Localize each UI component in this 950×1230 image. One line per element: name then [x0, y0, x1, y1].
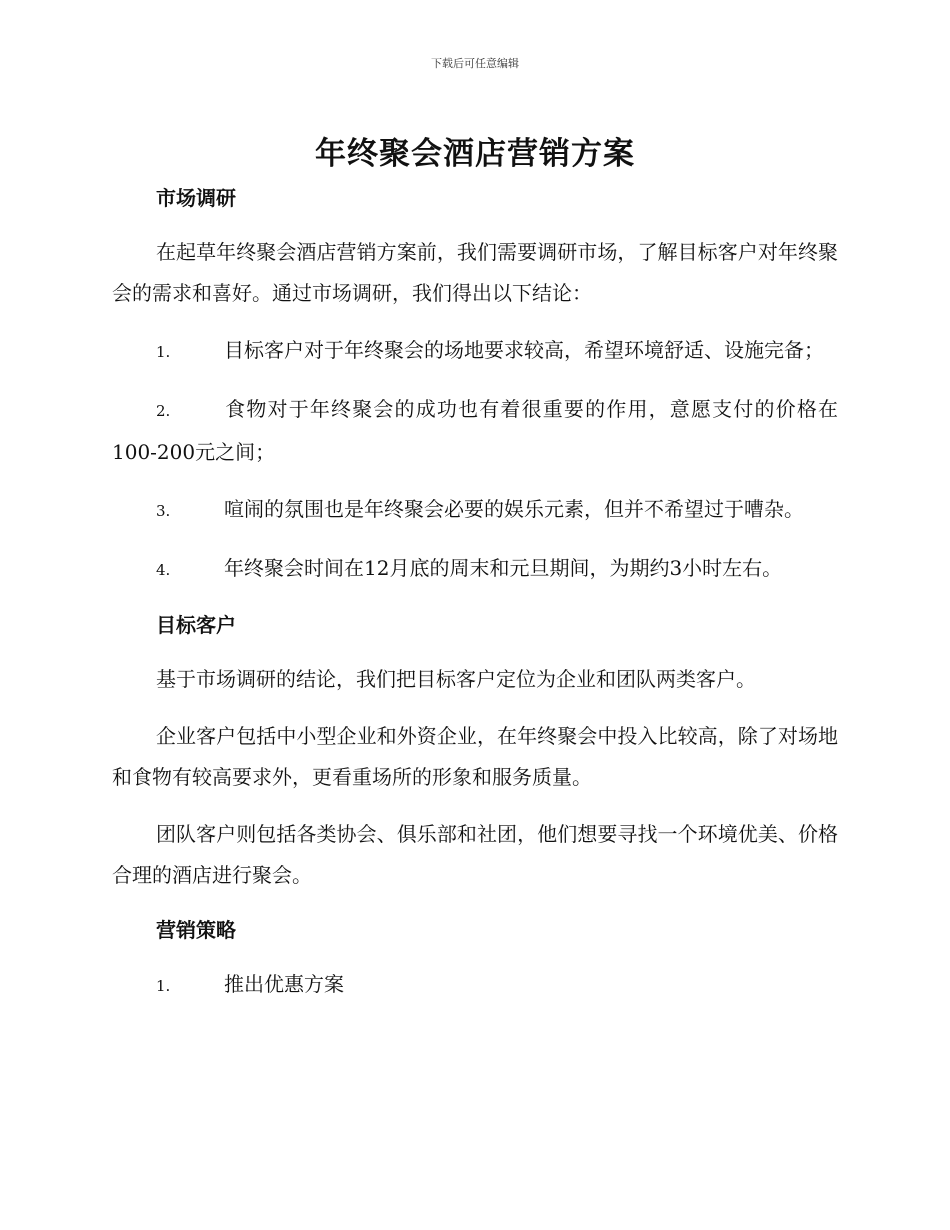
list-item-text: 年终聚会时间在12月底的周末和元旦期间，为期约3小时左右。 [224, 556, 783, 580]
list-item [112, 548, 838, 591]
section-heading-market: 市场调研 [156, 186, 236, 210]
list-item-number: 1. [156, 343, 171, 361]
section-heading-strategy: 营销策略 [156, 918, 236, 942]
list-item-text: 喧闹的氛围也是年终聚会必要的娱乐元素，但并不希望过于嘈杂。 [224, 497, 804, 521]
list-item-number: 4. [156, 561, 171, 579]
list-item-number: 2. [156, 402, 171, 420]
target-paragraph: 企业客户包括中小型企业和外资企业，在年终聚会中投入比较高，除了对场地和食物有较高要求外，更看重场所的形象和服务质量。 [112, 724, 838, 789]
list-item [112, 489, 838, 532]
list-item-text: 目标客户对于年终聚会的场地要求较高，希望环境舒适、设施完备； [224, 338, 824, 362]
list-item-number: 1. [156, 977, 171, 995]
target-paragraph: 基于市场调研的结论，我们把目标客户定位为企业和团队两类客户。 [156, 667, 756, 691]
market-intro-paragraph: 在起草年终聚会酒店营销方案前，我们需要调研市场，了解目标客户对年终聚会的需求和喜好。通过市场调研，我们得出以下结论： [112, 240, 838, 305]
target-paragraph: 团队客户则包括各类协会、俱乐部和社团，他们想要寻找一个环境优美、价格合理的酒店进行聚会。 [112, 822, 838, 887]
list-item [112, 964, 838, 1007]
list-item-text: 食物对于年终聚会的成功也有着很重要的作用，意愿支付的价格在100-200元之间； [112, 397, 838, 464]
section-heading-target: 目标客户 [156, 613, 236, 637]
header-note: 下载后可任意编辑 [431, 57, 519, 70]
list-item [112, 330, 838, 373]
document-body [112, 180, 838, 1023]
list-item-text: 推出优惠方案 [224, 972, 344, 996]
list-item-number: 3. [156, 502, 171, 520]
list-item [112, 389, 838, 473]
document-title: 年终聚会酒店营销方案 [315, 136, 635, 172]
